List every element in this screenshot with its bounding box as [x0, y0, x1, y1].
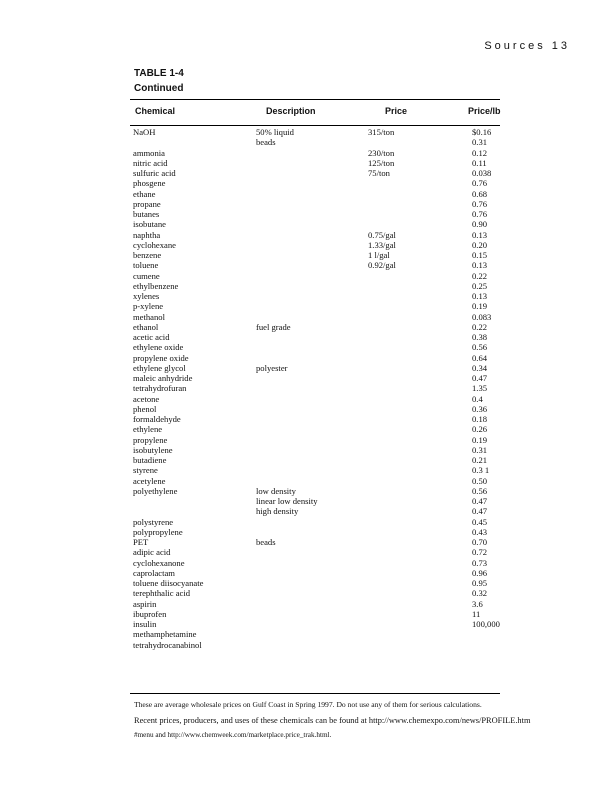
cell-price: 1 l/gal	[368, 250, 390, 260]
table-row	[0, 414, 602, 424]
footnote-line-2: Recent prices, producers, and uses of these chemicals can be found at http://www.chemexpo.com/news/PROFILE.htm	[134, 716, 531, 725]
cell-chemical: phenol	[133, 403, 157, 414]
cell-chemical: isobutane	[133, 219, 166, 230]
cell-price-per-lb: 0.11	[472, 157, 487, 168]
cell-chemical: ethylene	[133, 424, 163, 435]
cell-price-per-lb: 0.68	[472, 188, 488, 199]
cell-description: 50% liquid	[256, 127, 294, 137]
cell-price: 315/ton	[368, 127, 395, 137]
cell-chemical: tetrahydrocanabinol	[133, 639, 202, 650]
cell-price-per-lb: 1.35	[472, 383, 488, 394]
cell-chemical: polystyrene	[133, 516, 174, 527]
table-row	[0, 445, 602, 455]
cell-chemical: nitric acid	[133, 157, 168, 168]
cell-price-per-lb: 0.72	[472, 547, 488, 558]
cell-chemical: polyethylene	[133, 485, 178, 496]
column-header-price-per-lb: Price/lb	[468, 106, 501, 116]
table-row	[0, 424, 602, 434]
cell-price-per-lb: 0.47	[472, 373, 488, 383]
cell-chemical: NaOH	[133, 127, 156, 137]
table-row	[0, 137, 602, 147]
table-bottom-rule	[130, 693, 500, 694]
cell-chemical: butanes	[133, 209, 160, 219]
cell-price-per-lb: 0.13	[472, 229, 488, 240]
cell-chemical: ibuprofen	[133, 608, 167, 619]
table-row	[0, 476, 602, 486]
cell-description: beads	[256, 137, 276, 148]
cell-chemical: insulin	[133, 619, 157, 629]
cell-price-per-lb: 0.22	[472, 270, 488, 281]
cell-price-per-lb: 0.76	[472, 198, 488, 209]
cell-price-per-lb: 0.96	[472, 567, 488, 578]
cell-price-per-lb: 0.31	[472, 444, 488, 455]
table-row	[0, 281, 602, 291]
cell-chemical: toluene diisocyanate	[133, 578, 204, 588]
footnote-line-3: #menu and http://www.chemweek.com/marketplace.price_trak.html.	[134, 731, 332, 739]
cell-price-per-lb: 0.34	[472, 362, 488, 373]
cell-chemical: acetone	[133, 393, 160, 404]
table-row	[0, 168, 602, 178]
table-row	[0, 301, 602, 311]
table-row	[0, 486, 602, 496]
cell-price: 1.33/gal	[368, 239, 396, 250]
cell-price-per-lb: 0.32	[472, 588, 488, 599]
cell-chemical: cumene	[133, 270, 160, 281]
cell-chemical: isobutylene	[133, 444, 173, 455]
cell-description: linear low density	[256, 496, 318, 506]
cell-chemical: propylene	[133, 434, 168, 445]
cell-price-per-lb: 0.20	[472, 239, 488, 250]
cell-price-per-lb: 0.56	[472, 485, 488, 496]
cell-description: beads	[256, 537, 276, 547]
column-header-chemical: Chemical	[135, 106, 176, 116]
table-row	[0, 568, 602, 578]
cell-chemical: cyclohexane	[133, 239, 176, 250]
table-row	[0, 619, 602, 629]
cell-price-per-lb: 0.31	[472, 137, 488, 148]
cell-price-per-lb: 0.90	[472, 219, 488, 230]
cell-chemical: naphtha	[133, 229, 161, 240]
table-row	[0, 435, 602, 445]
table-row	[0, 260, 602, 270]
cell-chemical: propane	[133, 198, 161, 209]
table-row	[0, 599, 602, 609]
table-subtitle: Continued	[134, 83, 184, 94]
cell-chemical: maleic anhydride	[133, 373, 193, 383]
table-row	[0, 455, 602, 465]
cell-price-per-lb: 0.13	[472, 260, 488, 271]
cell-chemical: butadiene	[133, 455, 167, 465]
cell-chemical: ethylene glycol	[133, 362, 186, 373]
cell-chemical: cyclohexanone	[133, 557, 185, 568]
table-row	[0, 332, 602, 342]
cell-price-per-lb: 0.43	[472, 526, 488, 537]
cell-price-per-lb: 0.56	[472, 342, 488, 353]
cell-price-per-lb: 0.15	[472, 250, 488, 260]
cell-chemical: benzene	[133, 250, 162, 260]
cell-price-per-lb: 0.038	[472, 168, 492, 178]
table-row	[0, 148, 602, 158]
cell-chemical: acetylene	[133, 475, 166, 486]
cell-price-per-lb: 0.64	[472, 352, 488, 363]
cell-price-per-lb: 0.76	[472, 209, 488, 219]
cell-price-per-lb: 0.3 1	[472, 465, 490, 476]
cell-price-per-lb: 3.6	[472, 598, 483, 609]
table-row	[0, 465, 602, 475]
cell-price-per-lb: 0.26	[472, 424, 488, 435]
cell-price: 0.92/gal	[368, 260, 396, 271]
table-row	[0, 578, 602, 588]
cell-price: 230/ton	[368, 147, 395, 158]
table-row	[0, 558, 602, 568]
cell-description: fuel grade	[256, 321, 291, 332]
table-row	[0, 506, 602, 516]
cell-chemical: propylene oxide	[133, 352, 189, 363]
cell-chemical: ethylbenzene	[133, 280, 179, 291]
cell-price-per-lb: 0.73	[472, 557, 488, 568]
cell-chemical: ammonia	[133, 147, 165, 158]
table-row	[0, 640, 602, 650]
cell-chemical: methanol	[133, 311, 165, 322]
cell-price-per-lb: 0.19	[472, 301, 488, 312]
cell-price: 0.75/gal	[368, 229, 396, 240]
cell-chemical: terephthalic acid	[133, 588, 191, 599]
table-row	[0, 363, 602, 373]
table-row	[0, 609, 602, 619]
table-row	[0, 517, 602, 527]
table-label: TABLE 1-4	[134, 68, 184, 79]
cell-chemical: aspirin	[133, 598, 157, 609]
cell-chemical: acetic acid	[133, 332, 170, 342]
cell-price-per-lb: 0.12	[472, 147, 488, 158]
cell-chemical: ethane	[133, 188, 156, 199]
cell-price-per-lb: 0.19	[472, 434, 488, 445]
cell-price-per-lb: 0.45	[472, 516, 488, 527]
cell-chemical: ethanol	[133, 321, 159, 332]
cell-price-per-lb: 0.38	[472, 332, 488, 342]
cell-price-per-lb: 0.47	[472, 496, 488, 506]
cell-price-per-lb: 0.70	[472, 537, 488, 547]
table-row	[0, 219, 602, 229]
cell-chemical: xylenes	[133, 291, 160, 301]
cell-price: 75/ton	[368, 168, 390, 178]
cell-price-per-lb: 0.95	[472, 578, 488, 588]
table-row	[0, 158, 602, 168]
cell-price-per-lb: 0.47	[472, 506, 488, 517]
table-row	[0, 240, 602, 250]
cell-chemical: p-xylene	[133, 301, 164, 312]
table-row	[0, 271, 602, 281]
table-row	[0, 496, 602, 506]
table-body	[0, 127, 602, 650]
cell-description: polyester	[256, 362, 288, 373]
cell-price-per-lb: 0.25	[472, 280, 488, 291]
table-row	[0, 209, 602, 219]
cell-chemical: polypropylene	[133, 526, 183, 537]
cell-chemical: phosgene	[133, 178, 166, 189]
table-row	[0, 199, 602, 209]
table-row	[0, 373, 602, 383]
table-row	[0, 629, 602, 639]
table-header-rule	[130, 125, 500, 126]
table-row	[0, 547, 602, 557]
table-row	[0, 537, 602, 547]
cell-price-per-lb: 100,000	[472, 619, 500, 629]
table-row	[0, 342, 602, 352]
column-header-description: Description	[266, 106, 316, 116]
cell-price-per-lb: 0.4	[472, 393, 483, 404]
cell-price-per-lb: 0.18	[472, 414, 488, 424]
cell-chemical: sulfuric acid	[133, 168, 176, 178]
cell-price-per-lb: 0.21	[472, 455, 488, 465]
cell-price-per-lb: 11	[472, 608, 481, 619]
cell-description: high density	[256, 506, 299, 517]
cell-chemical: ethylene oxide	[133, 342, 184, 353]
table-row	[0, 353, 602, 363]
table-row	[0, 250, 602, 260]
table-row	[0, 383, 602, 393]
table-row	[0, 291, 602, 301]
table-row	[0, 322, 602, 332]
page-header: Sources 13	[484, 40, 570, 52]
table-row	[0, 127, 602, 137]
table-row	[0, 189, 602, 199]
table-row	[0, 404, 602, 414]
table-top-rule	[130, 99, 500, 100]
cell-chemical: formaldehyde	[133, 414, 181, 424]
cell-chemical: adipic acid	[133, 547, 171, 558]
table-row	[0, 312, 602, 322]
cell-chemical: methamphetamine	[133, 629, 197, 640]
cell-price-per-lb: 0.22	[472, 321, 488, 332]
cell-chemical: PET	[133, 537, 149, 547]
cell-chemical: caprolactam	[133, 567, 175, 578]
cell-description: low density	[256, 485, 296, 496]
cell-price-per-lb: 0.76	[472, 178, 488, 189]
cell-price-per-lb: 0.50	[472, 475, 488, 486]
cell-price-per-lb: 0.36	[472, 403, 488, 414]
cell-price-per-lb: 0.083	[472, 311, 492, 322]
table-row	[0, 588, 602, 598]
cell-price-per-lb: $0.16	[472, 127, 492, 137]
table-row	[0, 394, 602, 404]
table-row	[0, 178, 602, 188]
column-header-price: Price	[385, 106, 408, 116]
cell-price: 125/ton	[368, 157, 395, 168]
cell-price-per-lb: 0.13	[472, 291, 488, 301]
table-row	[0, 230, 602, 240]
table-row	[0, 527, 602, 537]
footnote-line-1: These are average wholesale prices on Gulf Coast in Spring 1997. Do not use any of them for serious calculations.	[134, 700, 482, 709]
cell-chemical: toluene	[133, 260, 159, 271]
cell-chemical: tetrahydrofuran	[133, 383, 187, 394]
cell-chemical: styrene	[133, 465, 158, 476]
